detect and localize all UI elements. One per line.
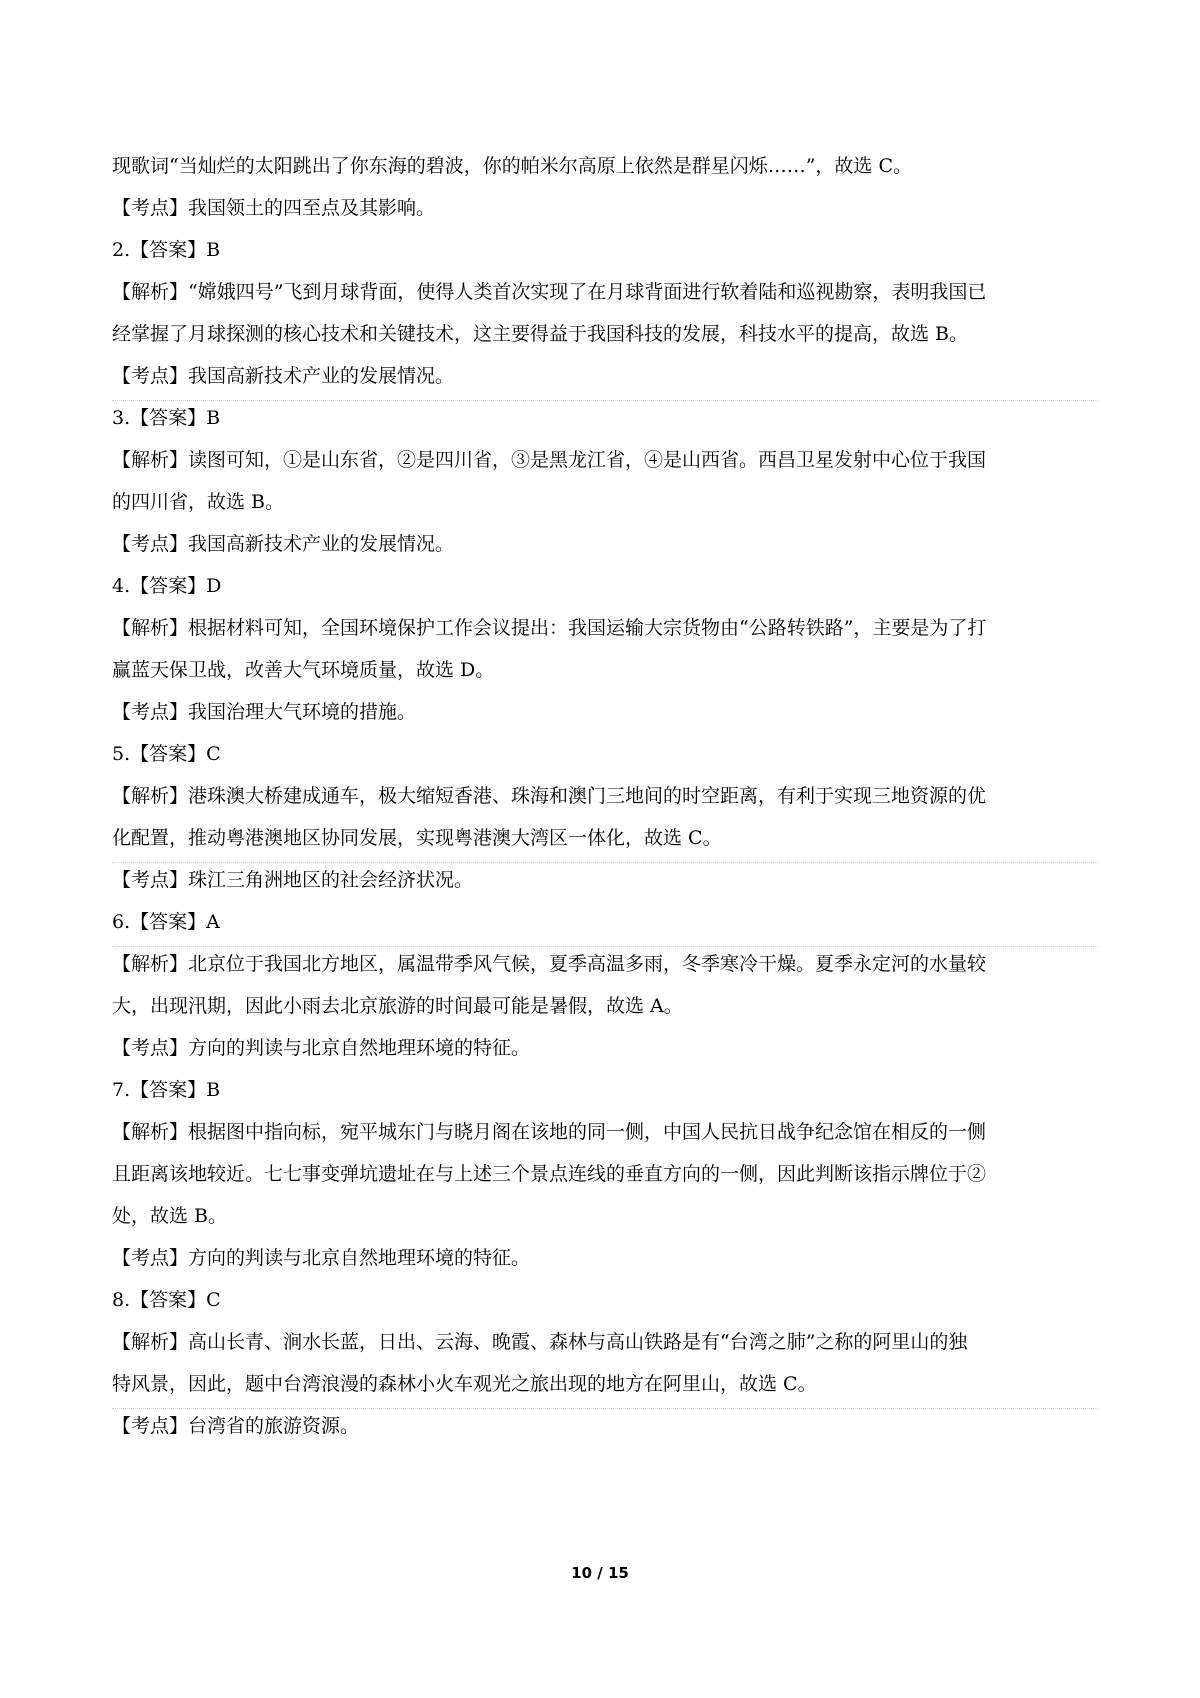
document-body <box>112 152 1098 1454</box>
text-line: 6.【答案】A <box>112 908 1098 950</box>
text-line: 【解析】港珠澳大桥建成通车，极大缩短香港、珠海和澳门三地间的时空距离，有利于实现三地资源的优 <box>112 785 987 807</box>
text-line: 7.【答案】B <box>112 1079 221 1101</box>
page-number: 10 / 15 <box>571 1564 629 1582</box>
text-line: 【考点】珠江三角洲地区的社会经济状况。 <box>112 869 474 891</box>
text-line: 【考点】我国高新技术产业的发展情况。 <box>112 362 1098 404</box>
text-line: 4.【答案】D <box>112 575 222 597</box>
text-line: 【考点】方向的判读与北京自然地理环境的特征。 <box>112 1037 531 1059</box>
text-line: 的四川省，故选 B。 <box>112 491 285 513</box>
text-line: 5.【答案】C <box>112 743 221 765</box>
text-line: 化配置，推动粤港澳地区协同发展，实现粤港澳大湾区一体化，故选 C。 <box>112 824 1098 866</box>
text-line: 【解析】根据材料可知，全国环境保护工作会议提出：我国运输大宗货物由“公路转铁路”，主要是为了打 <box>112 617 987 639</box>
text-line: 且距离该地较近。七七事变弹坑遗址在与上述三个景点连线的垂直方向的一侧，因此判断该指示牌位于② <box>112 1163 987 1185</box>
text-line: 现歌词“当灿烂的太阳跳出了你东海的碧波，你的帕米尔高原上依然是群星闪烁……”，故选 C。 <box>112 155 913 177</box>
text-line: 【考点】我国治理大气环境的措施。 <box>112 701 417 723</box>
text-line: 【解析】读图可知，①是山东省，②是四川省，③是黑龙江省，④是山西省。西昌卫星发射中心位于我国 <box>112 449 987 471</box>
text-line: 【解析】根据图中指向标，宛平城东门与晓月阁在该地的同一侧，中国人民抗日战争纪念馆在相反的一侧 <box>112 1121 987 1143</box>
text-line: 【考点】方向的判读与北京自然地理环境的特征。 <box>112 1247 531 1269</box>
text-line: 【考点】台湾省的旅游资源。 <box>112 1415 360 1437</box>
text-line: 3.【答案】B <box>112 407 221 429</box>
text-line: 【解析】北京位于我国北方地区，属温带季风气候，夏季高温多雨，冬季寒冷干燥。夏季永定河的水量较 <box>112 953 987 975</box>
text-line: 8.【答案】C <box>112 1289 221 1311</box>
text-line: 2.【答案】B <box>112 239 221 261</box>
text-line: 处，故选 B。 <box>112 1205 228 1227</box>
text-line: 大，出现汛期，因此小雨去北京旅游的时间最可能是暑假，故选 A。 <box>112 995 683 1017</box>
text-line: 【考点】我国领土的四至点及其影响。 <box>112 197 436 219</box>
text-line: 特风景，因此，题中台湾浪漫的森林小火车观光之旅出现的地方在阿里山，故选 C。 <box>112 1370 1098 1412</box>
text-line: 【解析】高山长青、涧水长蓝，日出、云海、晚霞、森林与高山铁路是有“台湾之肺”之称的阿里山的独 <box>112 1331 968 1353</box>
text-line: 【考点】我国高新技术产业的发展情况。 <box>112 533 455 555</box>
text-line: 【解析】“嫦娥四号”飞到月球背面，使得人类首次实现了在月球背面进行软着陆和巡视勘察，表明我国已 <box>112 281 987 303</box>
text-line: 经掌握了月球探测的核心技术和关键技术，这主要得益于我国科技的发展，科技水平的提高，故选 B。 <box>112 323 969 345</box>
text-line: 赢蓝天保卫战，改善大气环境质量，故选 D。 <box>112 659 495 681</box>
